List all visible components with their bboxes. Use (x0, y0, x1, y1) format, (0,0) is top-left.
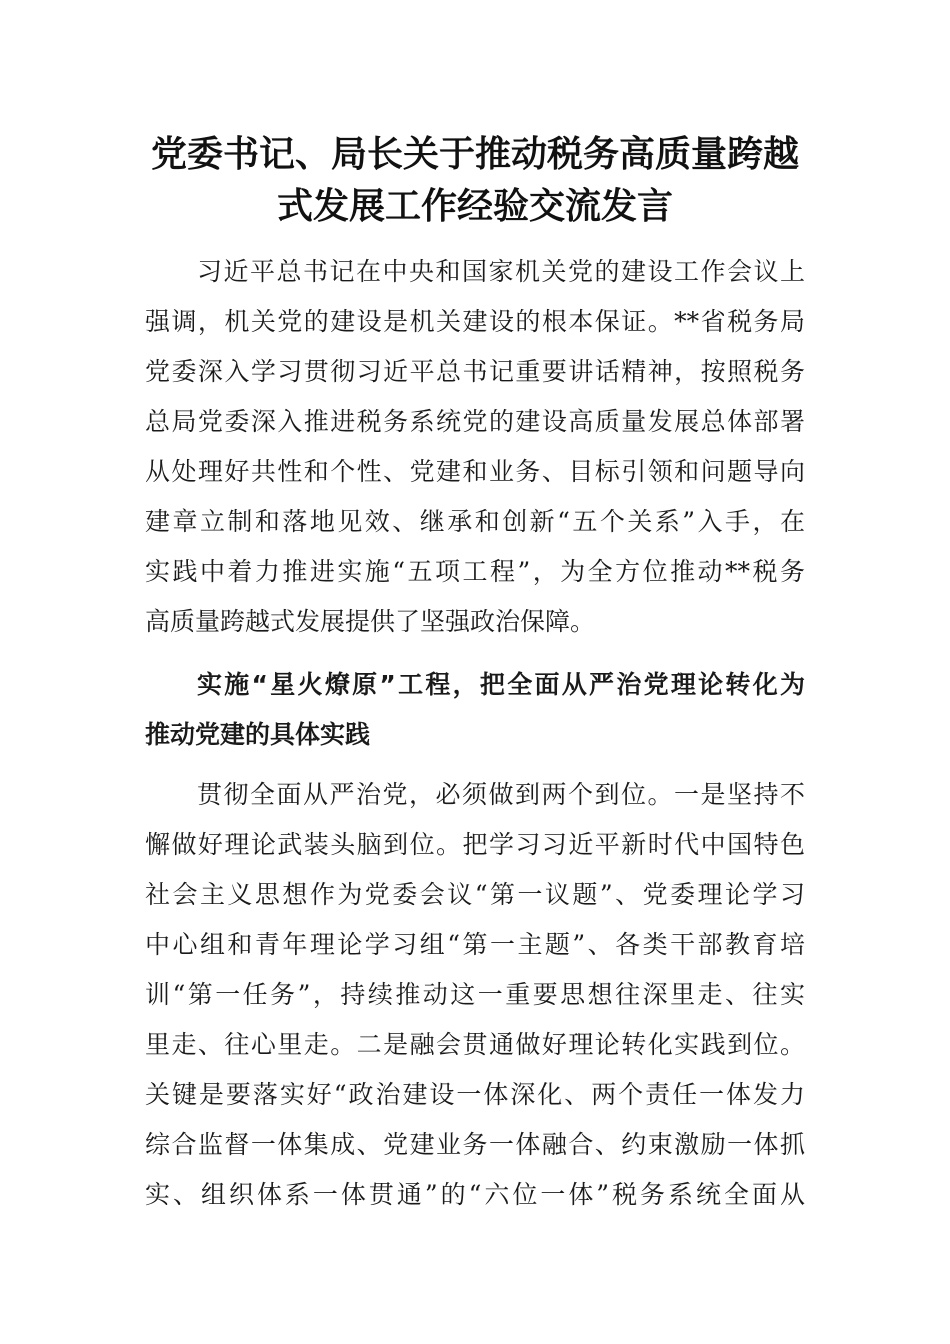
paragraph-line: 社会主义思想作为党委会议“第一议题”、党委理论学习 (145, 880, 805, 909)
paragraph-line: 贯彻全面从严治党，必须做到两个到位。一是坚持不 (197, 780, 805, 809)
paragraph-line: 强调，机关党的建设是机关建设的根本保证。**省税务局 (145, 307, 805, 336)
paragraph-line: 里走、往心里走。二是融会贯通做好理论转化实践到位。 (145, 1030, 805, 1059)
paragraph-line: 党委深入学习贯彻习近平总书记重要讲话精神，按照税务 (145, 357, 805, 386)
paragraph-line: 高质量跨越式发展提供了坚强政治保障。 (145, 607, 596, 636)
paragraph-line: 建章立制和落地见效、继承和创新“五个关系”入手，在 (145, 507, 805, 536)
paragraph-line: 懈做好理论武装头脑到位。把学习习近平新时代中国特色 (145, 830, 805, 859)
paragraph-line: 关键是要落实好“政治建设一体深化、两个责任一体发力 (145, 1080, 805, 1109)
document-title-line-1: 党委书记、局长关于推动税务高质量跨越 (150, 134, 799, 175)
paragraph-line: 综合监督一体集成、党建业务一体融合、约束激励一体抓 (145, 1130, 805, 1159)
paragraph-line: 实践中着力推进实施“五项工程”，为全方位推动**税务 (145, 557, 805, 586)
paragraph-line: 实、组织体系一体贯通”的“六位一体”税务系统全面从 (145, 1180, 805, 1209)
heading-line: 推动党建的具体实践 (145, 720, 371, 749)
paragraph-line: 总局党委深入推进税务系统党的建设高质量发展总体部署 (145, 407, 805, 436)
heading-line: 实施“星火燎原”工程，把全面从严治党理论转化为 (197, 670, 805, 699)
paragraph-line: 从处理好共性和个性、党建和业务、目标引领和问题导向 (145, 457, 805, 486)
paragraph-line: 训“第一任务”，持续推动这一重要思想往深里走、往实 (145, 980, 805, 1009)
paragraph-line: 习近平总书记在中央和国家机关党的建设工作会议上 (197, 257, 805, 286)
paragraph-line: 中心组和青年理论学习组“第一主题”、各类干部教育培 (145, 930, 805, 959)
document-title-line-2: 式发展工作经验交流发言 (276, 186, 673, 227)
